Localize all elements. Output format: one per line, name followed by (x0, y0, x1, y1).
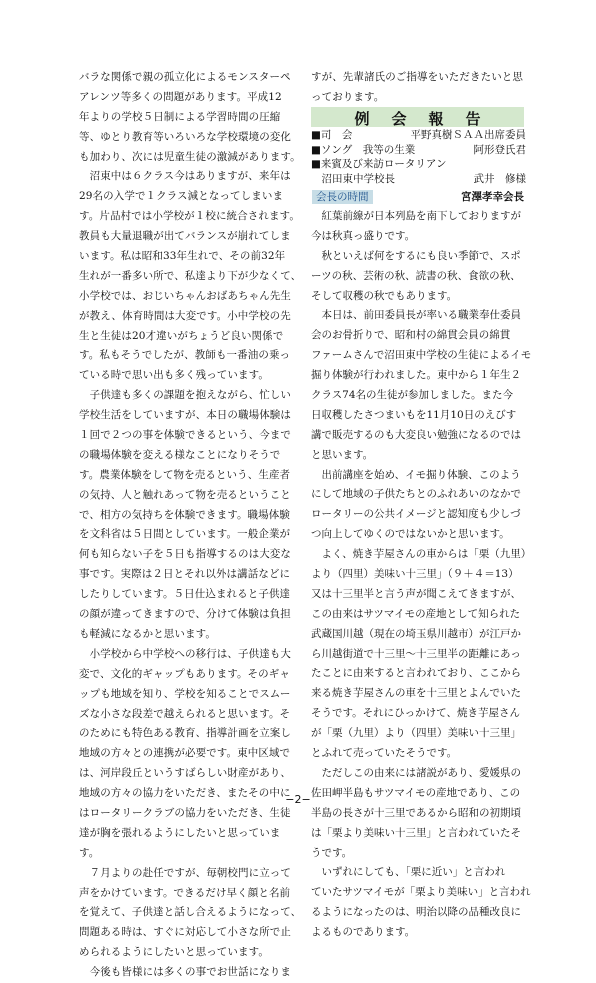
role-row (311, 128, 526, 143)
text-line: で、相方の気持ちを体験できます。職場体験 (79, 508, 290, 521)
text-line: を覚えて、子供達と話し合えるようになって、 (79, 906, 302, 919)
text-line: っております。 (311, 90, 385, 103)
text-line: 生れが一番多い所で、私達より下が少なくて、 (79, 269, 302, 282)
text-line: 変で、文化的ギャップもあります。そのギャ (79, 667, 290, 680)
text-line: のためにも特色ある教育、指導計画を立案し (79, 727, 291, 740)
text-line: 教員も大量退職が出てバランスが崩れてしま (79, 230, 291, 243)
text-line: 声をかけています。できるだけ早く顔と名前 (79, 886, 291, 899)
president-name: 宮澤孝幸会長 (461, 191, 524, 203)
text-line: 秋といえば何をするにも良い季節で、スポ (311, 249, 521, 262)
text-line: ていたサツマイモが「栗より美味い」と言われ (311, 886, 531, 899)
text-line: 会のお骨折りで、昭和村の綿貫会員の綿貫 (311, 329, 511, 342)
right-column-top (311, 68, 531, 108)
text-line: 学校生活をしていますが、本日の職場体験は (79, 409, 291, 422)
text-line: 今後も皆様には多くの事でお世話になりま (79, 966, 291, 979)
role-title: ■来賓及び来訪ロータリアン (311, 158, 447, 171)
text-line: 29名の入学で１クラス減となってしまいま (79, 190, 284, 203)
text-line: は、河岸段丘というすばらしい財産があり、 (79, 767, 291, 780)
text-line: うです。 (311, 846, 353, 859)
text-line: そうです。それにひっかけて、焼き芋屋さん (311, 707, 520, 720)
text-line: 講で販売するのも大変良い勉強になるのでは (311, 428, 521, 441)
role-row (311, 143, 526, 158)
president-time-header (311, 189, 524, 205)
text-line: が教え、体育時間は大変です。小中学校の先 (79, 309, 291, 322)
text-line: ている時で思い出も多く残っています。 (79, 369, 269, 382)
text-line: ファームさんで沼田東中学校の生徒によるイモ (311, 349, 531, 362)
role-row (311, 157, 526, 172)
text-line: 来る焼き芋屋さんの車を十三里とよんでいた (311, 687, 521, 700)
text-line: ただしこの由来には諸説があり、愛媛県の (311, 766, 521, 779)
text-line: 事です。実際は２日とそれ以外は講話などに (79, 568, 291, 581)
role-title: ■司 会 (311, 129, 353, 141)
text-line: は「栗より美味い十三里」と言われていたそ (311, 826, 521, 839)
text-line: そして収穫の秋でもあります。 (311, 289, 458, 302)
text-line: ら川越街道で十三里〜十三里半の距離にあっ (311, 647, 521, 660)
text-line: 等、ゆとり教育等いろいろな学校環境の変化 (79, 130, 291, 143)
text-line: います。私は昭和33年生れで、その前32年 (79, 250, 286, 263)
text-line: す。片品村では小学校が１校に統合されます。 (79, 210, 300, 223)
text-line: たことに由来すると言われており、ここから (311, 667, 521, 680)
text-line: いずれにしても、「栗に近い」と言われ (311, 866, 506, 879)
text-line: この由来はサツマイモの産地として知られた (311, 607, 521, 620)
text-line: すが、先輩諸氏のご指導をいただきたいと思 (311, 71, 523, 83)
text-line: ズな小さな段差で越えられると思います。そ (79, 707, 291, 720)
text-line: バラな関係で親の孤立化によるモンスターペ (79, 71, 291, 83)
banner-title: 例会報告 (354, 110, 503, 128)
text-line: るようになったのは、明治以降の品種改良に (311, 906, 521, 919)
text-line: はロータリークラブの協力をいただき、生徒 (79, 806, 291, 819)
text-line: 武蔵国川越（現在の埼玉県川越市）が江戸か (311, 627, 521, 640)
text-line: 日収穫したさつまいもを11月10日のえびす (311, 408, 517, 421)
text-line: の気持、人と触れあって物を売るということ (79, 488, 291, 501)
text-line: ーツの秋、芸術の秋、読書の秋、食欲の秋、 (311, 269, 521, 282)
president-time-label: 会長の時間 (312, 190, 373, 204)
text-line: ロータリーの公共イメージと認知度も少しづ (311, 508, 521, 521)
text-line: 子供達も多くの課題を抱えながら、忙しい (79, 389, 291, 402)
text-line: 紅葉前線が日本列島を南下しておりますが (311, 210, 521, 222)
text-line: の職場体験を変える様なことになりそうで (79, 448, 281, 461)
text-line: 沼東中は６クラス今はありますが、来年は (79, 170, 291, 183)
text-line: とふれて売っていたそうです。 (311, 747, 458, 760)
text-line: 地域の方々の協力をいただき、またその中に (79, 787, 291, 800)
text-line: 生と生徒は20才違いがちょうど良い関係で (79, 329, 284, 342)
text-line: ップも地域を知り、学校を知ることでスムー (79, 687, 291, 700)
text-line: 小学校では、おじいちゃんおばあちゃん先生 (79, 289, 291, 302)
text-line: 年よりの学校５日制による学習時間の圧縮 (79, 110, 281, 123)
text-line: １回で２つの事を体験できるという、今まで (79, 429, 291, 442)
role-title: ■ソング 我等の生業 (311, 143, 416, 156)
role-person: 平野真樹ＳＡＡ出席委員 (410, 129, 526, 141)
text-line: にして地域の子供たちとのふれあいのなかで (311, 488, 521, 501)
text-line: を文科省は５日間としています。一般企業が (79, 528, 291, 541)
left-column (79, 68, 305, 983)
text-line: より（四里）美味い十三里」（９＋４＝13） (311, 568, 519, 581)
text-line: クラス74名の生徒が参加しました。また今 (311, 389, 514, 402)
text-line: ７月よりの赴任ですが、毎朝校門に立って (79, 866, 291, 879)
text-line: 問題ある時は、すぐに対応して小さな所で止 (79, 926, 291, 939)
text-line: 佐田岬半島もサツマイモの産地であり、この (311, 786, 521, 799)
text-line: 何も知らない子を５日も指導するのは大変な (79, 548, 291, 561)
text-line: す。 (79, 846, 100, 859)
text-line: す。私もそうでしたが、教師も一番油の乗っ (79, 349, 291, 362)
page-number: −2− (285, 793, 311, 806)
text-line: 地域の方々との連携が必要です。東中区域で (79, 747, 291, 760)
text-line: 出前講座を始め、イモ掘り体験、このよう (311, 468, 521, 481)
text-line: 本日は、前田委員長が率いる職業奉仕委員 (311, 309, 521, 322)
role-row (311, 172, 526, 187)
text-line: す。農業体験をして物を売るという、生産者 (79, 468, 291, 481)
roles-list (311, 128, 526, 186)
text-line: 小学校から中学校への移行は、子供達も大 (79, 647, 291, 660)
text-line: と思います。 (311, 448, 374, 461)
text-line: 掘り体験が行われました。東中から１年生２ (311, 369, 521, 382)
text-line: アレンツ等多くの問題があります。平成12 (79, 90, 282, 103)
right-column-body (311, 207, 531, 943)
text-line: の顔が違ってきますので、分けて体験は負担 (79, 608, 291, 621)
text-line: も軽減になるかと思います。 (79, 627, 216, 640)
role-person: 武井 修様 (473, 172, 526, 185)
text-line: 今は秋真っ盛りです。 (311, 229, 416, 242)
text-line: したりしています。５日仕込まれると子供達 (79, 588, 291, 601)
text-line: 又は十三里半と言う声が聞こえてきますが、 (311, 587, 521, 600)
text-line: 達が胸を張れるようにしたいと思っていま (79, 826, 281, 839)
role-title: 沼田東中学校長 (311, 172, 395, 185)
role-person: 阿形登氏君 (473, 143, 526, 156)
text-line: められるようにしたいと思っています。 (79, 946, 269, 959)
text-line: も加わり、次には児童生徒の激減があります。 (79, 150, 301, 163)
meeting-report-banner (311, 107, 524, 127)
text-line: が「栗（九里）より（四里）美味い十三里」 (311, 727, 521, 740)
text-line: 半島の長さが十三里であるから昭和の初期頃 (311, 806, 521, 819)
text-line: よく、焼き芋屋さんの車からは「栗（九里） (311, 548, 531, 561)
text-line: よるものであります。 (311, 926, 416, 939)
text-line: つ向上してゆくのではないかと思います。 (311, 528, 510, 541)
